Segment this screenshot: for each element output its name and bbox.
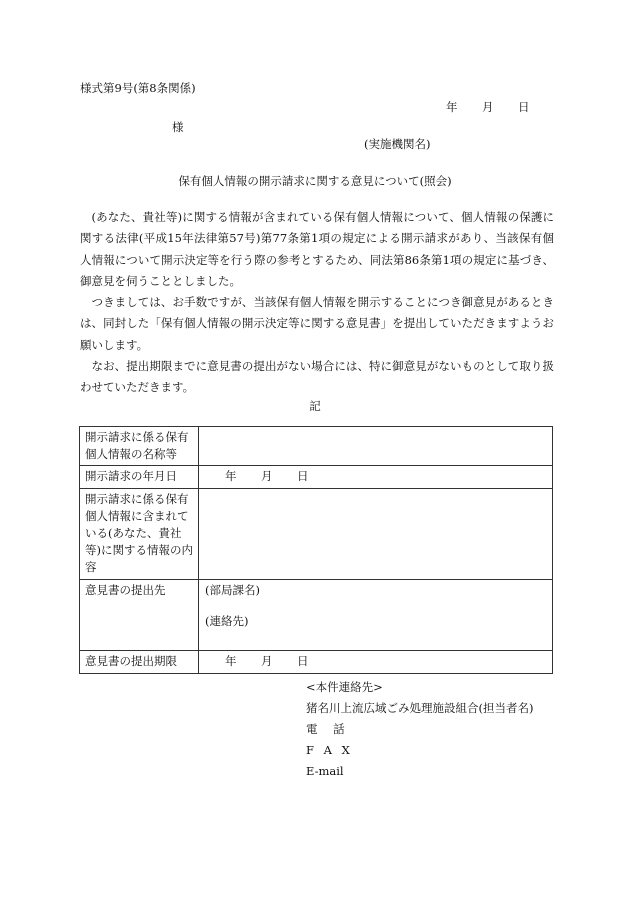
contact-phone-label: 電 話 [306, 722, 351, 736]
request-date-year: 年 [225, 469, 237, 483]
ki-heading: 記 [309, 399, 321, 413]
document-title: 保有個人情報の開示請求に関する意見について(照会) [178, 174, 452, 188]
body-paragraph-3: なお、提出期限までに意見書の提出がない場合には、特に御意見がないものとして取り扱わせていただきます。 [80, 359, 554, 395]
table-row [80, 489, 553, 580]
date-day-label: 日 [518, 100, 530, 114]
contact-fax-label: F A X [306, 743, 353, 757]
table-row [80, 427, 553, 466]
deadline-year: 年 [225, 654, 237, 668]
contact-email-label: E-mail [306, 764, 344, 778]
contact-organization: 猪名川上流広域ごみ処理施設組合(担当者名) [306, 701, 534, 715]
row-label-info-content: 開示請求に係る保有個人情報に含まれている(あなた、貴社等)に関する情報の内容 [80, 489, 199, 580]
row-label-info-name: 開示請求に係る保有個人情報の名称等 [80, 427, 199, 466]
form-number: 様式第9号(第8条関係) [80, 81, 196, 95]
submission-dept: (部局課名) [205, 583, 260, 597]
deadline-month: 月 [261, 654, 273, 668]
info-table [79, 426, 553, 674]
table-row [80, 580, 553, 651]
row-label-submission-deadline: 意見書の提出期限 [80, 651, 199, 674]
contact-block [306, 677, 533, 782]
row-label-submission-destination: 意見書の提出先 [80, 580, 199, 651]
row-value-submission-destination [199, 580, 553, 651]
date-year-label: 年 [446, 100, 458, 114]
body-paragraph-2: つきましては、お手数ですが、当該保有個人情報を開示することにつき御意見があるときは、同封した「保有個人情報の開示決定等に関する意見書」を提出していただきますようお願いします。 [80, 295, 554, 352]
request-date-month: 月 [261, 469, 273, 483]
date-month-label: 月 [482, 100, 494, 114]
addressee: 様 [172, 120, 184, 134]
body-paragraph-1: (あなた、貴社等)に関する情報が含まれている保有個人情報について、個人情報の保護に関する法律(平成15年法律第57号)第77条第1項の規定による開示請求があり、当該保有個人情報について開示決定等を行う際の参考とするため、同法第86条第1項の規定に基づき、御意見を伺うこととしました。 [80, 210, 554, 288]
table-row [80, 466, 553, 489]
row-value-info-content [199, 489, 553, 580]
row-label-request-date: 開示請求の年月日 [80, 466, 199, 489]
table-row [80, 651, 553, 674]
row-value-submission-deadline [199, 651, 553, 674]
row-value-request-date [199, 466, 553, 489]
sender-agency: (実施機関名) [364, 137, 431, 151]
request-date-day: 日 [297, 469, 309, 483]
body-text [80, 207, 554, 399]
submission-contact: (連絡先) [205, 614, 249, 628]
contact-heading: <本件連絡先> [306, 680, 383, 694]
header-date [446, 100, 530, 115]
row-value-info-name [199, 427, 553, 466]
deadline-day: 日 [297, 654, 309, 668]
